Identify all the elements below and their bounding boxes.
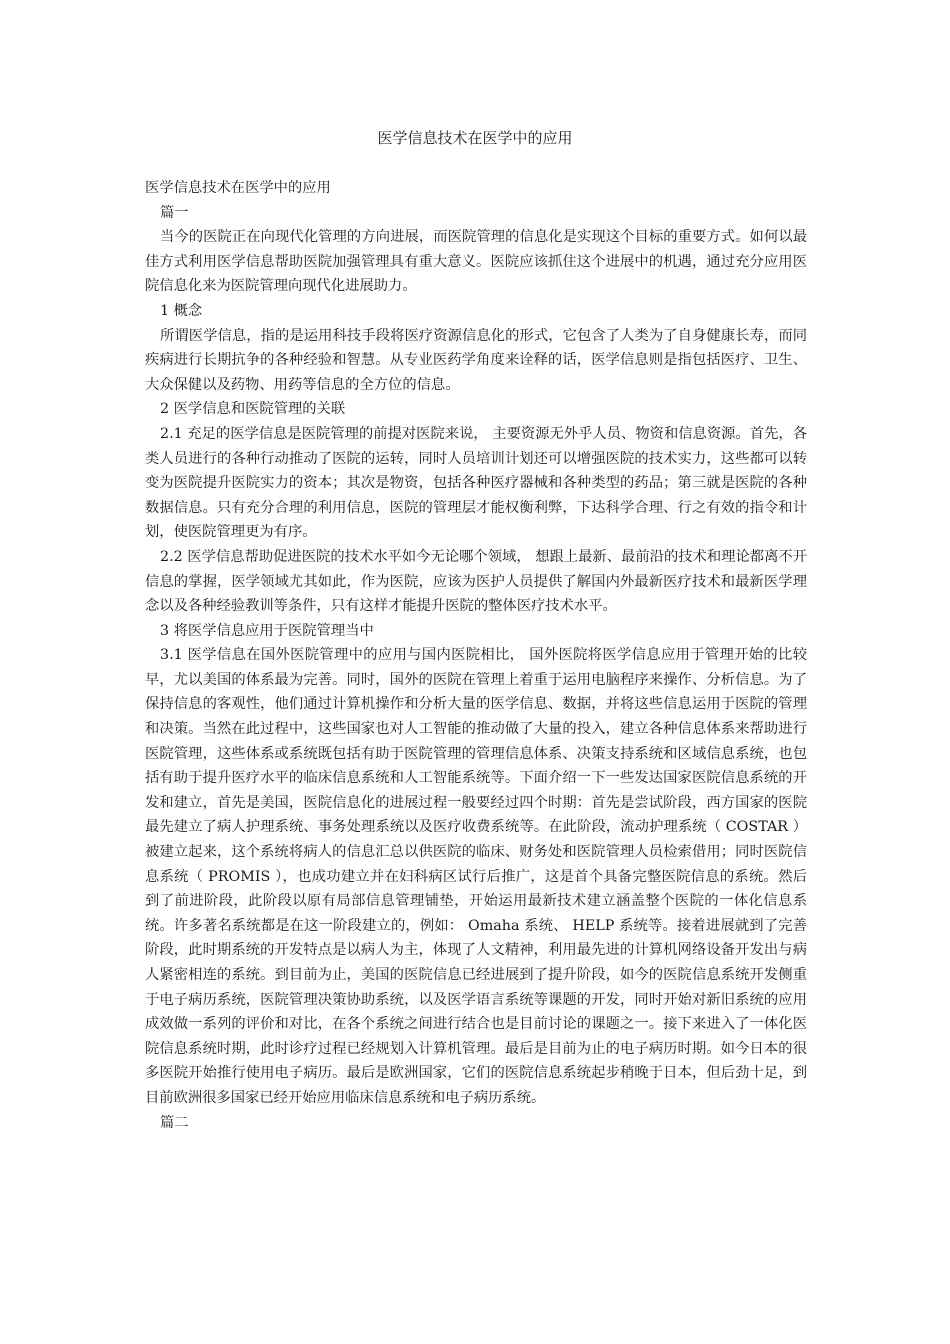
heading-concept: 1 概念	[160, 302, 203, 319]
document-title: 医学信息技术在医学中的应用	[377, 129, 573, 147]
document-body	[145, 176, 807, 1135]
paragraph-3-1: 3.1 医学信息在国外医院管理中的应用与国内医院相比， 国外医院将医学信息应用于管理开始的比较早，尤以美国的体系最为完善。同时，国外的医院在管理上着重于运用电脑程序来操作、分析信息。为了保持信息的客观性，他们通过计算机操作和分析大量的医学信息、数据，并将这些信息运用于医院的管理和决策。当然在此过程中，这些国家也对人工智能的推动做了大量的投入，建立各种信息体系来帮助进行医院管理，这些体系或系统既包括有助于医院管理的管理信息体系、决策支持系统和区域信息系统，也包括有助于提升医疗水平的临床信息系统和人工智能系统等。下面介绍一下一些发达国家医院信息系统的开发和建立，首先是美国，医院信息化的进展过程一般要经过四个时期：首先是尝试阶段，西方国家的医院最先建立了病人护理系统、事务处理系统以及医疗收费系统等。在此阶段，流动护理系统（ COSTAR ）被建立起来，这个系统将病人的信息汇总以供医院的临床、财务处和医院管理人员检索借用；同时医院信息系统（ PROMIS ），也成功建立并在妇科病区试行后推广，这是首个具备完整医院信息的系统。然后到了前进阶段，此阶段以原有局部信息管理铺垫，开始运用最新技术建立涵盖整个医院的一体化信息系统。许多著名系统都是在这一阶段建立的，例如： Omaha 系统、 HELP 系统等。接着进展就到了完善阶段，此时期系统的开发特点是以病人为主，体现了人文精神，利用最先进的计算机网络设备开发出与病人紧密相连的系统。到目前为止，美国的医院信息已经进展到了提升阶段，如今的医院信息系统开发侧重于电子病历系统，医院管理决策协助系统，以及医学语言系统等课题的开发，同时开始对新旧系统的应用成效做一系列的评价和对比，在各个系统之间进行结合也是目前讨论的课题之一。接下来进入了一体化医院信息系统时期，此时诊疗过程已经规划入计算机管理。最后是目前为止的电子病历时期。如今日本的很多医院开始推行使用电子病历。最后是欧洲国家，它们的医院信息系统起步稍晚于日本，但后劲十足，到目前欧洲很多国家已经开始应用临床信息系统和电子病历系统。	[145, 647, 807, 1106]
section-label-part-one: 篇一	[160, 204, 189, 221]
heading-application: 3 将医学信息应用于医院管理当中	[160, 622, 374, 639]
paragraph-intro: 当今的医院正在向现代化管理的方向进展，而医院管理的信息化是实现这个目标的重要方式。如何以最佳方式利用医学信息帮助医院加强管理具有重大意义。医院应该抓住这个进展中的机遇，通过充分应用医院信息化来为医院管理向现代化进展助力。	[145, 229, 807, 295]
paragraph-concept: 所谓医学信息，指的是运用科技手段将医疗资源信息化的形式，它包含了人类为了自身健康长寿，而同疾病进行长期抗争的各种经验和智慧。从专业医药学角度来诠释的话，医学信息则是指包括医疗、卫生、大众保健以及药物、用药等信息的全方位的信息。	[145, 327, 807, 393]
section-label-part-two: 篇二	[160, 1114, 189, 1131]
heading-relation: 2 医学信息和医院管理的关联	[160, 401, 346, 418]
paragraph-2-2: 2.2 医学信息帮助促进医院的技术水平如今无论哪个领域， 想跟上最新、最前沿的技术和理论都离不开信息的掌握，医学领域尤其如此，作为医院，应该为医护人员提供了解国内外最新医疗技术和最新医学理念以及各种经验教训等条件，只有这样才能提升医院的整体医疗技术水平。	[145, 548, 807, 615]
paragraph-2-1: 2.1 充足的医学信息是医院管理的前提对医院来说， 主要资源无外乎人员、物资和信息资源。首先，各类人员进行的各种行动推动了医院的运转，同时人员培训计划还可以增强医院的技术实力，这些都可以转变为医院提升医院实力的资本；其次是物资，包括各种医疗器械和各种类型的药品；第三就是医院的各种数据信息。只有充分合理的利用信息，医院的管理层才能权衡利弊，下达科学合理、行之有效的指令和计划，使医院管理更为有序。	[145, 425, 807, 541]
body-heading: 医学信息技术在医学中的应用	[145, 180, 331, 196]
